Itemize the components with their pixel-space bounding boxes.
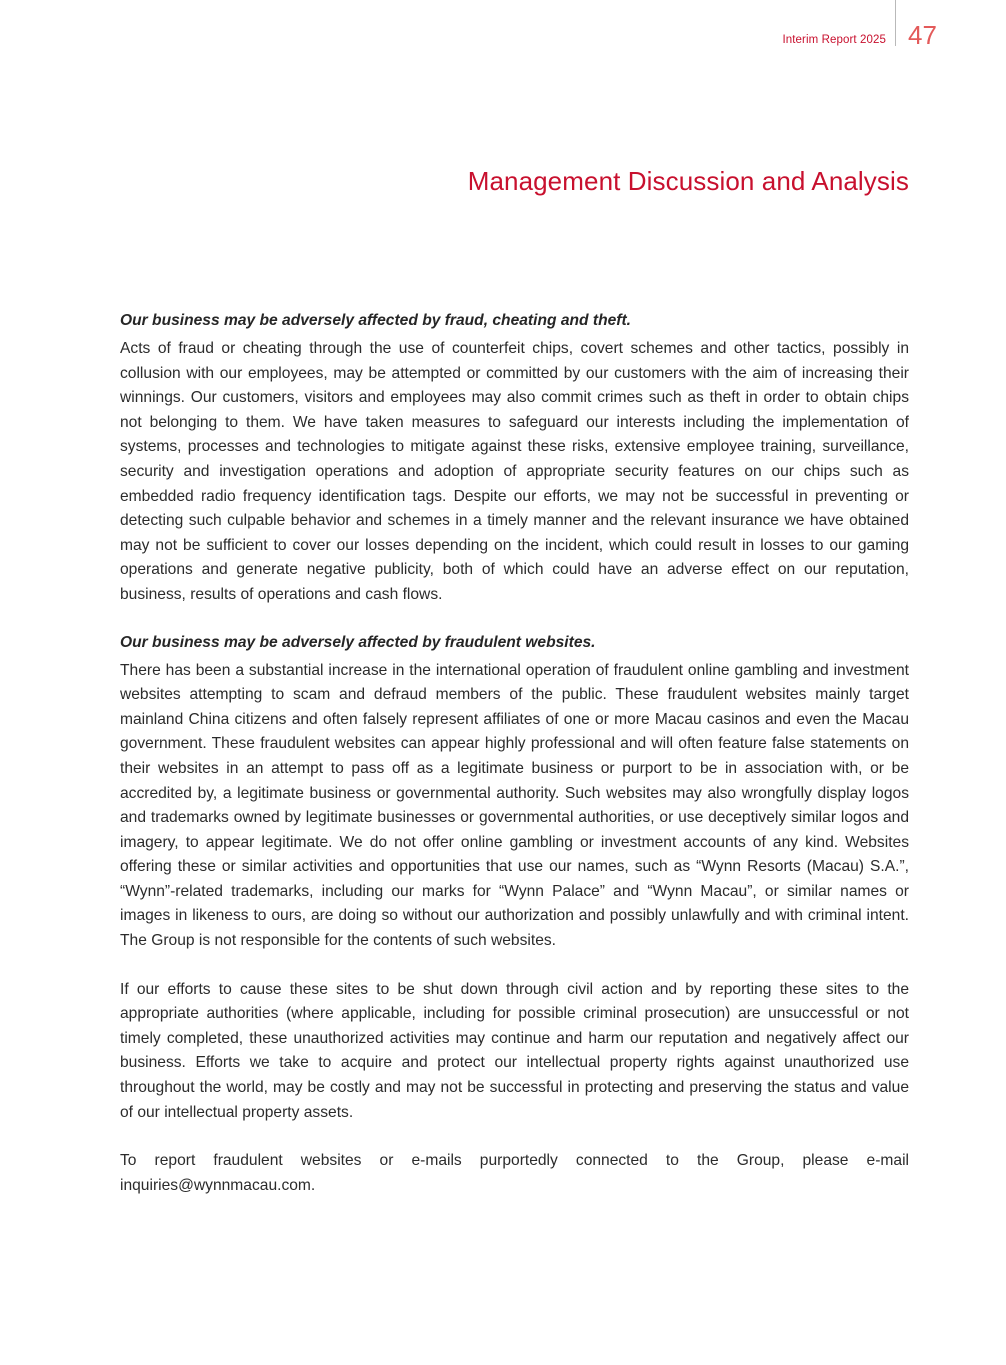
body-paragraph: To report fraudulent websites or e-mails purportedly connected to the Group, please e-mail inquiries@wynnmacau.com. (120, 1152, 909, 1194)
risk-section-fraudulent-websites (120, 632, 909, 1199)
body-paragraph: Acts of fraud or cheating through the use of counterfeit chips, covert schemes and other tactics, possibly in collusion with our employees, may be attempted or committed by our customers with the aim of increasing their winnings. Our customers, visitors and employees may also commit crimes such as theft in order to obtain chips not belonging to them. We have taken measures to safeguard our interests including the implementation of systems, processes and technologies to mitigate against these risks, extensive employee training, surveillance, security and investigation operations and adoption of appropriate security features on our chips such as embedded radio frequency identification tags. Despite our efforts, we may not be successful in preventing or detecting such culpable behavior and schemes in a timely manner and the relevant insurance we have obtained may not be sufficient to cover our losses depending on the incident, which could result in losses to our gaming operations and generate negative publicity, both of which could have an adverse effect on our reputation, business, results of operations and cash flows. (120, 340, 909, 603)
report-title: Interim Report 2025 (782, 34, 886, 46)
section-spacer (120, 608, 909, 632)
risk-section-fraud (120, 310, 909, 608)
header-divider (895, 0, 896, 46)
page-number: 47 (908, 20, 937, 50)
risk-heading: Our business may be adversely affected by fraud, cheating and theft. (120, 312, 631, 329)
risk-heading: Our business may be adversely affected by fraudulent websites. (120, 633, 596, 651)
paragraph-spacer (120, 954, 909, 978)
main-content (120, 310, 909, 1198)
body-paragraph: There has been a substantial increase in the international operation of fraudulent online gambling and investment websites attempting to scam and defraud members of the public. These fraudulent websites mainly target mainland China citizens and often falsely represent affiliates of one or more Macau casinos and even the Macau government. These fraudulent websites can appear highly professional and will often feature false statements on their websites in an attempt to pass off as a legitimate business or purport to be in association with, or be accredited by, a legitimate business or governmental authority. Such websites may also wrongfully display logos and trademarks owned by legitimate businesses or governmental authorities, or use deceptively similar logos and imagery, to appear legitimate. We do not offer online gambling or investment accounts of any kind. Websites offering these or similar activities and opportunities that use our names, such as “Wynn Resorts (Macau) S.A.”, “Wynn”-related trademarks, including our marks for “Wynn Palace” and “Wynn Macau”, or similar names or images in likeness to ours, are doing so without our authorization and possibly unlawfully and with criminal intent. The Group is not responsible for the contents of such websites. (120, 661, 909, 950)
paragraph-spacer (120, 1125, 909, 1149)
section-title: Management Discussion and Analysis (467, 166, 909, 196)
body-paragraph: If our efforts to cause these sites to be shut down through civil action and by reporting these sites to the appropriate authorities (where applicable, including for possible criminal prosecution) are unsuccessful or not timely completed, these unauthorized activities may continue and harm our reputation and negatively affect our business. Efforts we take to acquire and protect our intellectual property rights against unauthorized use throughout the world, may be costly and may not be successful in protecting and preserving the status and value of our intellectual property assets. (120, 980, 909, 1121)
